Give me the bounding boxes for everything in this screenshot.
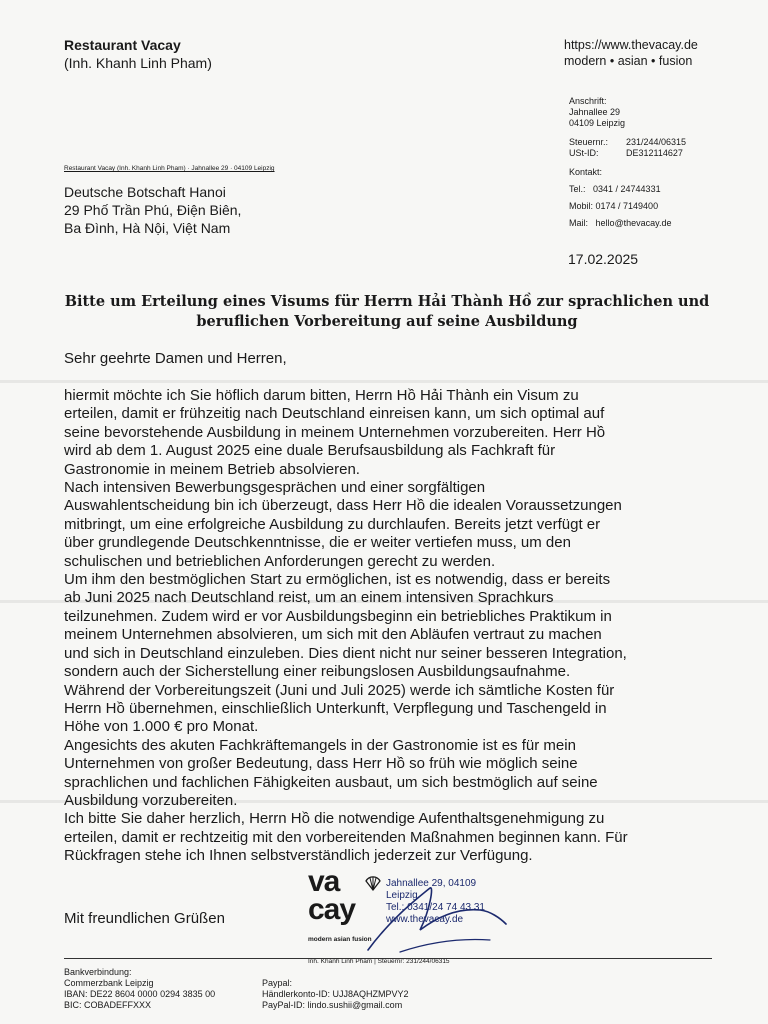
recipient-line: 29 Phố Trần Phú, Điện Biên, <box>64 202 242 218</box>
body-line: Gastronomie in meinem Betrieb absolvieren. <box>64 460 360 478</box>
paypal-merchant-id: Händlerkonto-ID: UJJ8AQHZMPVY2 <box>262 989 409 999</box>
letter-body <box>64 387 714 866</box>
body-line: Ich bitte Sie daher herzlich, Herrn Hồ die notwendige Aufenthaltsgenehmigung zu <box>64 810 605 828</box>
letterhead-right <box>564 37 698 69</box>
stamp-city: Leipzig <box>386 890 418 901</box>
paypal-heading: Paypal: <box>262 978 293 988</box>
website: https://www.thevacay.de <box>564 38 698 52</box>
bank-heading: Bankverbindung: <box>64 967 132 977</box>
vat-row <box>569 148 686 159</box>
body-line: Unternehmen von großer Bedeutung, dass Herr Hồ so früh wie möglich seine <box>64 755 578 773</box>
body-line: Rückfragen stehe ich Ihnen selbstverständlich jederzeit zur Verfügung. <box>64 847 533 865</box>
stamp-street: Jahnallee 29, 04109 <box>386 878 477 889</box>
address-label: Anschrift: <box>569 96 607 106</box>
body-line: meinem Unternehmen absolvieren, um sich mit den Abläufen vertraut zu machen <box>64 626 602 644</box>
tax-value: 231/244/06315 <box>626 137 687 147</box>
contact-label: Kontakt: <box>569 167 603 177</box>
paypal-details <box>262 978 409 1011</box>
subject-line-2: beruflichen Vorbereitung auf seine Ausbildung <box>196 313 578 330</box>
company-stamp <box>308 866 518 966</box>
body-line: Herrn Hồ übernehmen, einschließlich Unterkunft, Verpflegung und Taschengeld in <box>64 699 607 717</box>
letter-date: 17.02.2025 <box>568 251 639 267</box>
body-line: teilzunehmen. Zudem wird er vor Ausbildungsbeginn ein betriebliches Praktikum in <box>64 607 612 625</box>
bank-details <box>64 967 215 1011</box>
vat-value: DE312114627 <box>626 148 683 158</box>
stamp-logo <box>308 865 356 926</box>
address-street: Jahnallee 29 <box>569 107 621 117</box>
body-line: und sich in Deutschland einzuleben. Dies dient nicht nur seiner besseren Integration, <box>64 644 627 662</box>
paypal-id: PayPal-ID: lindo.sushii@gmail.com <box>262 1000 403 1010</box>
iban: IBAN: DE22 8604 0000 0294 3835 00 <box>64 989 216 999</box>
subject-line <box>40 292 734 332</box>
body-line: wird ab dem 1. August 2025 eine duale Berufsausbildung als Fachkraft für <box>64 442 556 460</box>
body-line: über grundlegende Deutschkenntnisse, die er weiter vertiefen muss, um den <box>64 534 571 552</box>
body-line: Ausbildung vorzubereiten. <box>64 791 238 809</box>
body-line: Höhe von 1.000 € pro Monat. <box>64 718 259 736</box>
body-line: ab Juni 2025 nach Deutschland reist, um an einem intensiven Sprachkurs <box>64 589 554 607</box>
body-line: Auswahlentscheidung bin ich überzeugt, dass Herr Hồ die idealen Voraussetzungen <box>64 497 622 515</box>
stamp-footer: Inh. Khanh Linh Pham | Steuernr: 231/244/06315 <box>308 958 450 965</box>
recipient-line: Ba Đình, Hà Nội, Việt Nam <box>64 220 231 236</box>
body-line: seine bevorstehende Ausbildung in meinem Unternehmen vorzubereiten. Herr Hồ <box>64 423 606 441</box>
signature <box>360 880 510 960</box>
mail: Mail: hello@thevacay.de <box>569 218 672 228</box>
stamp-web: www.thevacay.de <box>386 914 464 925</box>
body-line: mitbringt, um eine erfolgreiche Ausbildung zu durchlaufen. Bereits jetzt verfügt er <box>64 515 601 533</box>
body-line: hiermit möchte ich Sie höflich darum bitten, Herrn Hồ Hải Thành ein Visum zu <box>64 387 579 404</box>
company-name: Restaurant Vacay <box>64 37 181 53</box>
body-line: sprachlichen und fachlichen Fähigkeiten ausbaut, um sich bestmöglich auf seine <box>64 773 598 791</box>
recipient-address <box>64 183 241 237</box>
body-line: erteilen, damit er frühzeitig nach Deutschland einreisen kann, um sich optimal auf <box>64 405 605 423</box>
vat-label: USt-ID: <box>569 148 599 158</box>
footer-divider <box>64 958 712 959</box>
body-line: schulischen und betrieblichen Anforderungen gerecht zu werden. <box>64 552 496 570</box>
contact-sidebar <box>569 96 686 229</box>
body-line: Nach intensiven Bewerbungsgesprächen und einer sorgfältigen <box>64 479 486 497</box>
body-line: Um ihm den bestmöglichen Start zu ermöglichen, ist es notwendig, dass er bereits <box>64 571 611 589</box>
tax-label: Steuernr.: <box>569 137 609 147</box>
body-line: erteilen, damit er rechtzeitig mit den vorbereitenden Maßnahmen beginnen kann. Für <box>64 828 628 846</box>
subject-line-1: Bitte um Erteilung eines Visums für Herrn Hải Thành Hồ zur sprachlichen und <box>64 293 710 310</box>
body-line: Während der Vorbereitungszeit (Juni und Juli 2025) werde ich sämtliche Kosten für <box>64 681 615 699</box>
stamp-phone: Tel.: 0341/24 74 43 31 <box>386 902 485 913</box>
salutation: Sehr geehrte Damen und Herren, <box>64 350 287 367</box>
phone: Tel.: 0341 / 24744331 <box>569 184 661 194</box>
logo-top: va <box>308 865 340 898</box>
mobile: Mobil: 0174 / 7149400 <box>569 201 659 211</box>
owner-name: (Inh. Khanh Linh Pham) <box>64 55 212 71</box>
scan-artifact <box>0 380 768 383</box>
tagline: modern • asian • fusion <box>564 54 693 68</box>
letterhead-left <box>64 36 212 72</box>
bic: BIC: COBADEFFXXX <box>64 1000 152 1010</box>
tax-row <box>569 137 686 148</box>
body-line: Angesichts des akuten Fachkräftemangels in der Gastronomie ist es für mein <box>64 736 576 754</box>
closing-phrase: Mit freundlichen Grüßen <box>64 910 225 927</box>
bank-name: Commerzbank Leipzig <box>64 978 154 988</box>
sender-return-line: Restaurant Vacay (Inh. Khanh Linh Pham) · Jahnallee 29 · 04109 Leipzig <box>64 165 275 172</box>
stamp-tagline: modern asian fusion <box>308 936 372 943</box>
logo-bottom: cay <box>308 893 356 926</box>
body-line: sondern auch der Sicherstellung einer reibungslosen Ausbildungsaufnahme. <box>64 663 571 681</box>
address-city: 04109 Leipzig <box>569 118 626 128</box>
recipient-line: Deutsche Botschaft Hanoi <box>64 184 226 200</box>
